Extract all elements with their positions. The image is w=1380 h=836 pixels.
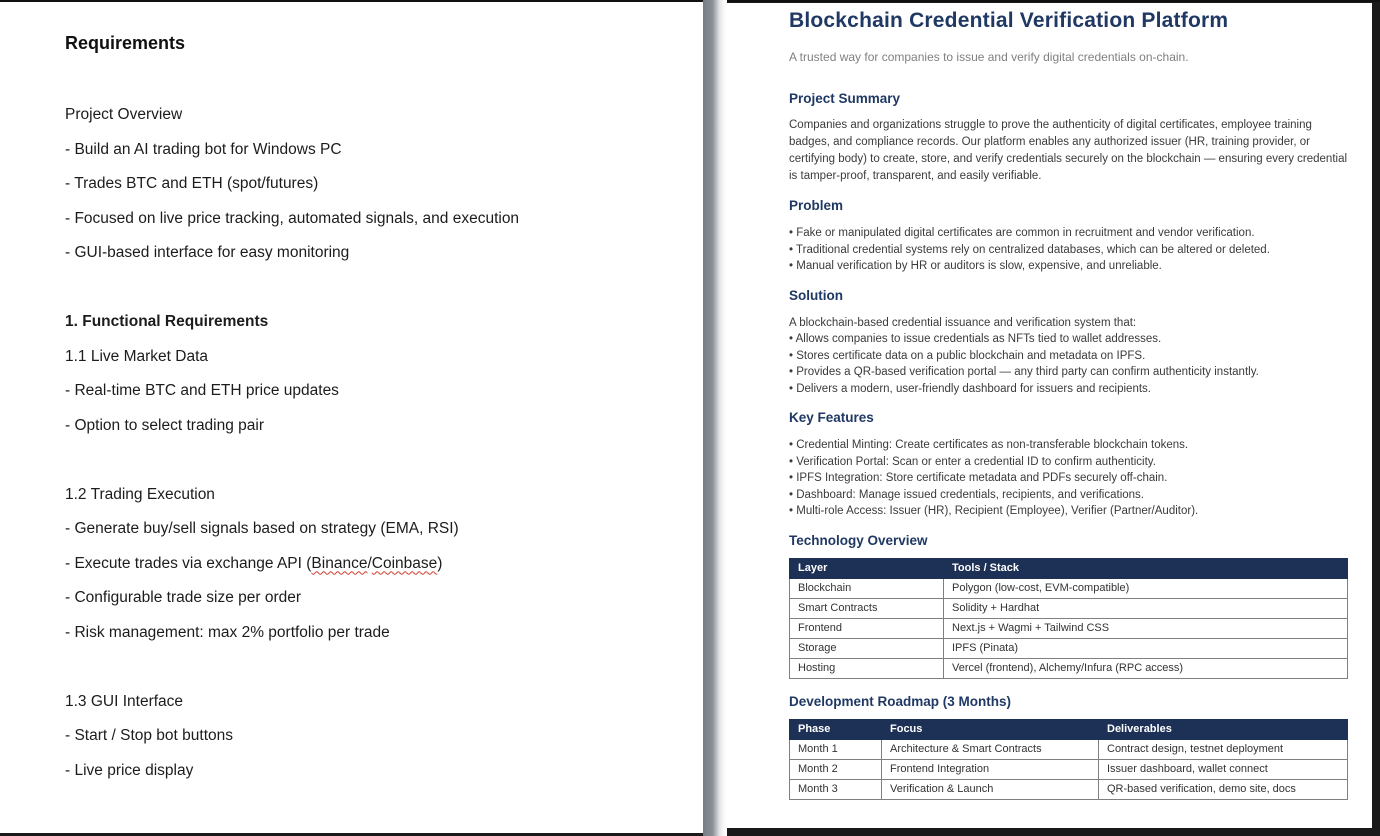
roadmap-table (789, 719, 1348, 800)
live-market-data-heading: 1.1 Live Market Data (65, 347, 209, 365)
market-bullet-2: - Option to select trading pair (65, 416, 265, 434)
overview-bullet-2: - Trades BTC and ETH (spot/futures) (65, 175, 319, 192)
requirements-document-body (0, 2, 703, 781)
problem-bullet: • Manual verification by HR or auditors is slow, expensive, and unreliable. (789, 258, 1350, 275)
gui-interface-heading: 1.3 GUI Interface (65, 692, 184, 710)
table-cell: Month 2 (790, 759, 882, 779)
project-summary-heading: Project Summary (789, 91, 901, 106)
spellcheck-flagged-word: Coinbase (371, 554, 438, 572)
roadmap-heading: Development Roadmap (3 Months) (789, 693, 1012, 709)
table-cell: Frontend (790, 618, 944, 638)
execution-bullet-4: - Risk management: max 2% portfolio per trade (65, 623, 390, 641)
table-cell: Storage (790, 638, 944, 658)
table-cell: Month 1 (790, 739, 882, 759)
project-overview-heading: Project Overview (65, 106, 183, 123)
spellcheck-flagged-word: Binance (311, 554, 368, 572)
blank-line (65, 656, 703, 691)
roadmap-table-header-row (790, 719, 1348, 739)
column-header-focus: Focus (882, 719, 1099, 739)
trading-execution-heading: 1.2 Trading Execution (65, 485, 215, 503)
solution-bullet: • Allows companies to issue credentials as NFTs tied to wallet addresses. (789, 331, 1350, 348)
table-row (790, 618, 1348, 638)
table-row (790, 658, 1348, 678)
feature-bullet: • Multi-role Access: Issuer (HR), Recipient (Employee), Verifier (Partner/Auditor). (789, 503, 1350, 520)
problem-bullet: • Traditional credential systems rely on centralized databases, which can be altered or deleted. (789, 242, 1350, 259)
table-cell: Contract design, testnet deployment (1099, 739, 1348, 759)
feature-bullet: • IPFS Integration: Store certificate metadata and PDFs securely off-chain. (789, 470, 1350, 487)
technology-table (789, 558, 1348, 679)
table-row (790, 739, 1348, 759)
table-row (790, 598, 1348, 618)
table-cell: Hosting (790, 658, 944, 678)
problem-heading: Problem (789, 198, 844, 213)
blockchain-platform-document-window[interactable] (727, 3, 1372, 828)
technology-table-header-row (790, 558, 1348, 578)
table-cell: IPFS (Pinata) (944, 638, 1348, 658)
table-row (790, 779, 1348, 799)
table-cell: Frontend Integration (882, 759, 1099, 779)
key-features-heading: Key Features (789, 410, 874, 425)
blockchain-document-body (727, 3, 1372, 800)
table-cell: Vercel (frontend), Alchemy/Infura (RPC access) (944, 658, 1348, 678)
column-header-tools-stack: Tools / Stack (944, 558, 1348, 578)
key-features-bullet-list (789, 437, 1350, 520)
page-title: Blockchain Credential Verification Platform (789, 9, 1229, 32)
window-divider (703, 0, 727, 836)
table-row (790, 759, 1348, 779)
table-cell: Solidity + Hardhat (944, 598, 1348, 618)
solution-bullet: • Stores certificate data on a public blockchain and metadata on IPFS. (789, 348, 1350, 365)
table-cell: Month 3 (790, 779, 882, 799)
column-header-deliverables: Deliverables (1099, 719, 1348, 739)
functional-requirements-heading: 1. Functional Requirements (65, 313, 269, 330)
column-header-layer: Layer (790, 558, 944, 578)
requirements-document-window[interactable] (0, 2, 703, 833)
feature-bullet: • Dashboard: Manage issued credentials, recipients, and verifications. (789, 487, 1350, 504)
execution-bullet-1: - Generate buy/sell signals based on strategy (EMA, RSI) (65, 520, 459, 537)
table-cell: Architecture & Smart Contracts (882, 739, 1099, 759)
feature-bullet: • Verification Portal: Scan or enter a credential ID to confirm authenticity. (789, 454, 1350, 471)
table-cell: Smart Contracts (790, 598, 944, 618)
solution-bullet-list (789, 331, 1350, 397)
blank-line (65, 277, 703, 312)
execution-bullet-2 (65, 553, 703, 574)
table-cell: Issuer dashboard, wallet connect (1099, 759, 1348, 779)
problem-bullet: • Fake or manipulated digital certificates are common in recruitment and vendor verification. (789, 225, 1350, 242)
technology-overview-heading: Technology Overview (789, 532, 928, 548)
table-row (790, 638, 1348, 658)
requirements-title: Requirements (65, 33, 186, 53)
overview-bullet-4: - GUI-based interface for easy monitoring (65, 244, 350, 261)
solution-heading: Solution (789, 287, 843, 303)
execution-bullet-3: - Configurable trade size per order (65, 589, 302, 606)
blank-line (65, 449, 703, 484)
column-header-phase: Phase (790, 719, 882, 739)
project-summary-paragraph: Companies and organizations struggle to prove the authenticity of digital certificates, employee training badges, and compliance records. Our platform enables any authorized issuer (HR, training provider, or certifying body) to create, store, and verify credentials securely on the blockchain — ensuring every credential is tamper-proof, transparent, and easily verifiable. (789, 119, 1348, 182)
solution-intro: A blockchain-based credential issuance and verification system that: (789, 316, 1137, 329)
table-cell: Next.js + Wagmi + Tailwind CSS (944, 618, 1348, 638)
page-subtitle: A trusted way for companies to issue and verify digital credentials on-chain. (789, 50, 1189, 64)
table-cell: Polygon (low-cost, EVM-compatible) (944, 578, 1348, 598)
table-cell: Blockchain (790, 578, 944, 598)
table-cell: QR-based verification, demo site, docs (1099, 779, 1348, 799)
market-bullet-1: - Real-time BTC and ETH price updates (65, 382, 339, 399)
exchange-line-suffix: ) (437, 554, 443, 572)
solution-bullet: • Provides a QR-based verification portal — any third party can confirm authenticity instantly. (789, 364, 1350, 381)
gui-bullet-1: - Start / Stop bot buttons (65, 727, 234, 744)
feature-bullet: • Credential Minting: Create certificates as non-transferable blockchain tokens. (789, 437, 1350, 454)
gui-bullet-2: - Live price display (65, 761, 194, 779)
solution-bullet: • Delivers a modern, user-friendly dashboard for issuers and recipients. (789, 381, 1350, 398)
exchange-line-separator: / (367, 554, 372, 572)
table-cell: Verification & Launch (882, 779, 1099, 799)
overview-bullet-1: - Build an AI trading bot for Windows PC (65, 140, 342, 158)
exchange-line-prefix: - Execute trades via exchange API ( (65, 554, 312, 572)
problem-bullet-list (789, 225, 1350, 275)
overview-bullet-3: - Focused on live price tracking, automated signals, and execution (65, 209, 520, 227)
table-row (790, 578, 1348, 598)
